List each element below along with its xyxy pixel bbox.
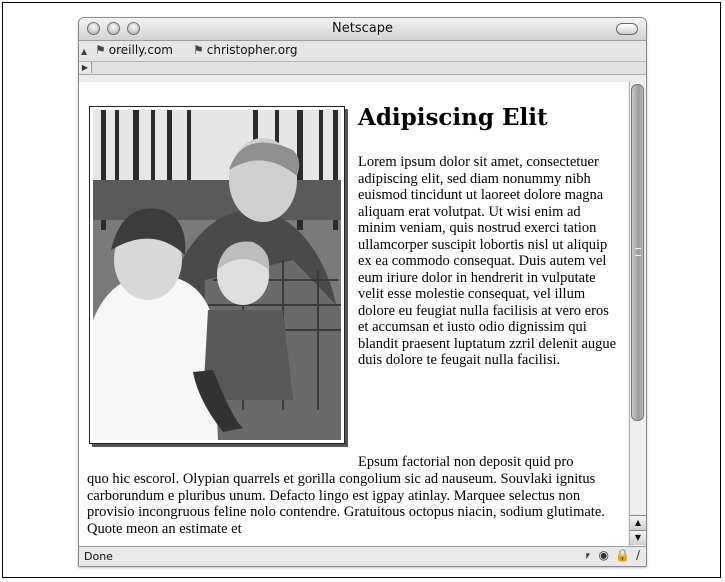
bookmark-label: oreilly.com [108,43,173,57]
scroll-down-button[interactable]: ▼ [630,530,646,545]
page-content [79,82,628,546]
collapsed-toolbar [79,62,646,75]
status-bar [79,546,646,566]
scrollbar-grip [635,248,641,256]
bookmark-icon: ⚑ [193,43,204,57]
toolbar-toggle-button[interactable] [616,23,638,35]
collapse-triangle-icon[interactable]: ▲ [81,47,88,56]
article-paragraph-2-first-line: Epsum factorial non deposit quid pro [358,454,574,470]
lock-icon[interactable]: 🔒 [615,548,630,562]
window-title: Netscape [332,21,393,36]
article-paragraph-1: Lorem ipsum dolor sit amet, consectetuer adipiscing elit, sed diam nonummy nibh euismod tincidunt ut laoreet dolore magna aliquam erat volutpat. Ut wisi enim ad minim veniam, quis nostrud exerci tation ullamcorper suscipit lobortis nisl ut aliquip ex ea commodo consequat. Duis autem vel eum iriure dolor in hendrerit in vulputate velit esse molestie consequat, vel illum dolore eu feugiat nulla facilisis at vero eros et accumsan et iusto odio dignissim qui blandit praesent luptatum zzril delenit augue duis dolore te feugait nulla facilisi. [358,154,617,368]
status-icons [583,548,640,563]
bookmark-oreilly[interactable] [95,43,173,57]
article-paragraph-2: quo hic escorol. Olypian quarrels et gorilla congolium sic ad nauseum. Souvlaki ignitus carborundum e pluribus unum. Defacto lingo est igpay atinlay. Marquee selectus non provisio incongruous feline nolo contendre. Gratuitous octopus niacin, sodium glutimate. Quote meon an estimate et [87,471,605,537]
title-bar[interactable] [79,18,646,41]
personal-toolbar [79,41,646,62]
connection-plug-icon[interactable]: ⎖ [582,548,593,562]
article-heading: Adipiscing Elit [358,104,548,131]
bookmark-label: christopher.org [206,43,298,57]
scroll-up-button[interactable]: ▲ [630,515,646,530]
family-photo [89,106,345,444]
security-eye-icon[interactable]: ◉ [598,548,609,562]
browser-window [78,17,647,567]
vertical-scrollbar[interactable] [629,82,646,546]
bookmark-icon: ⚑ [95,43,106,57]
bookmark-christopher[interactable] [193,43,297,57]
status-text: Done [84,550,113,563]
expand-toolbar-icon[interactable]: ▶ [79,62,92,73]
photo-image [93,110,341,440]
scrollbar-thumb[interactable] [631,84,644,421]
resize-grip-icon[interactable]: ∕ [635,548,640,562]
